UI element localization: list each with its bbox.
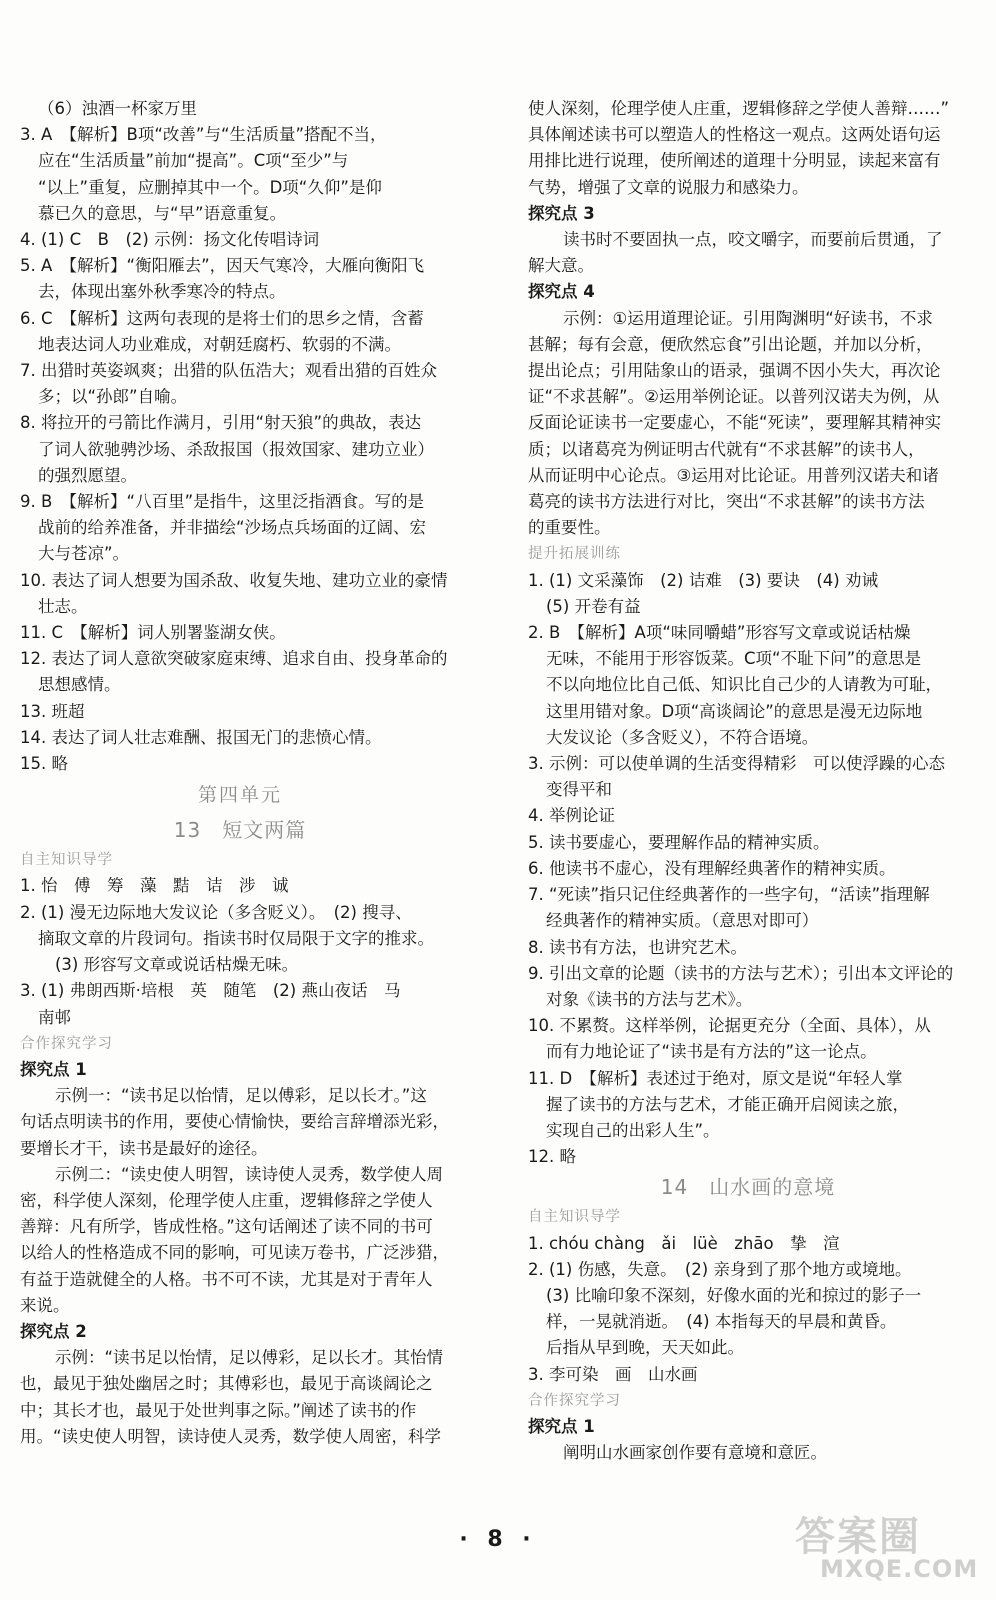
answer-line: 甚解；每有会意，便欣然忘食”引出论题，并加以分析， [528,334,933,354]
answer-line: 从而证明中心论点。③运用对比论证。用普列汉诺夫和诸 [528,465,939,485]
answer-line: 示例一：“读书足以怡情，足以傅彩，足以长才。”这 [55,1086,427,1106]
watermark-logo-text: 答案圈 [795,1514,921,1560]
answer-line: 质；以诸葛亮为例证明古代就有“不求甚解”的读书人， [528,439,925,459]
answer-line: 葛亮的读书方法进行对比，突出“不求甚解”的读书方法 [528,492,925,512]
answer-line: 7. “死读”指只记住经典著作的一些字句，“活读”指理解 [528,885,930,905]
answer-line: 而有力地论证了“读书是有方法的”这一论点。 [546,1042,877,1062]
answer-line: 2. B 【解析】A项“味同嚼蜡”形容写文章或说话枯燥 [528,623,911,643]
answer-line: 战前的给养准备，并非描绘“沙场点兵场面的辽阔、宏 [38,518,427,538]
answer-line: 4. (1) C B (2) 示例：扬文化传唱诗词 [20,230,320,250]
answer-line: 大发议论（多含贬义），不符合语境。 [546,727,819,747]
answer-line: 1. 怡 傅 筹 藻 黠 诘 涉 诚 [20,876,289,896]
answer-line: 12. 表达了词人意欲突破家庭束缚、追求自由、投身革命的 [20,649,448,669]
answer-line: 1. (1) 文采藻饰 (2) 诘难 (3) 要诀 (4) 劝诫 [528,570,878,590]
explore-heading: 探究点 1 [20,1059,87,1079]
answer-line: (3) 比喻印象不深刻，好像水面的光和掠过的影子一 [546,1285,922,1305]
answer-line: 5. A 【解析】“衡阳雁去”，因天气寒冷，大雁向衡阳飞 [20,256,425,276]
answer-line: 证“不求甚解”。②运用举例论证。以普列汉诺夫为例，从 [528,387,940,407]
answer-line: 3. A 【解析】B项“改善”与“生活质量”搭配不当， [20,125,387,145]
answer-line: 12. 略 [528,1147,576,1167]
answer-line: 握了读书的方法与艺术，才能正确开启阅读之旅， [546,1094,909,1114]
answer-line: 15. 略 [20,754,68,774]
answer-line: 10. 不累赘。这样举例，论据更充分（全面、具体），从 [528,1016,931,1036]
answer-line: 使人深刻，伦理学使人庄重，逻辑修辞之学使人善辩……” [528,99,950,118]
answer-line: 11. C 【解析】词人别署鉴湖女侠。 [20,623,286,643]
answer-line: 11. D 【解析】表述过于绝对，原文是说“年轻人掌 [528,1068,903,1088]
answer-line: 3. 示例：可以使单调的生活变得精彩 可以使浮躁的心态 [528,754,945,774]
answer-line: 经典著作的精神实质。（意思对即可） [546,911,819,931]
answer-line: 要增长才干，读书是最好的途径。 [20,1138,268,1158]
answer-line: 用。“读史使人明智，读诗使人灵秀，数学使人周密，科学 [20,1426,442,1446]
answer-line: 2. (1) 漫无边际地大发议论（多含贬义）。 (2) 搜寻、 [20,902,412,922]
answer-line: 2. (1) 伤感，失意。 (2) 亲身到了那个地方或境地。 [528,1259,912,1279]
answer-line: 13. 班超 [20,701,85,721]
answer-line: 有益于造就健全的人格。书不可不读，尤其是对于青年人 [20,1269,433,1289]
answer-line: 无味，不能用于形容饭菜。C项“不耻下问”的意思是 [546,649,922,669]
answer-line: 示例二：“读史使人明智，读诗使人灵秀，数学使人周 [55,1164,444,1184]
watermark-url: MXQE.COM [820,1555,979,1583]
answer-line: 不以向地位比自己低、知识比自己少的人请教为可耻， [546,675,942,695]
answer-line: 9. 引出文章的论题（读书的方法与艺术）；引出本文评论的 [528,963,954,983]
left-column [20,96,460,1450]
answer-line: 善辩：凡有所学，皆成性格。”这句话阐述了读不同的书可 [20,1217,433,1237]
answer-line: 具体阐述读书可以塑造人的性格这一观点。这两处语句运 [528,125,941,145]
answer-line: 密，科学使人深刻，伦理学使人庄重，逻辑修辞之学使人 [20,1190,433,1210]
answer-line: 也，最见于独处幽居之时；其傅彩也，最见于高谈阔论之 [20,1374,433,1394]
section-heading: 合作探究学习 [528,1392,621,1409]
lesson-title: 14 山水画的意境 [660,1175,836,1200]
explore-heading: 探究点 1 [528,1416,595,1436]
answer-line: 3. (1) 弗朗西斯·培根 英 随笔 (2) 燕山夜话 马 [20,981,401,1001]
answer-line: 7. 出猎时英姿飒爽；出猎的队伍浩大；观看出猎的百姓众 [20,361,437,381]
section-heading: 合作探究学习 [20,1035,113,1052]
answer-line: 3. 李可染 画 山水画 [528,1364,698,1384]
answer-line: 以给人的性格造成不同的影响，可见读万卷书，广泛涉猎， [20,1243,449,1263]
section-heading: 自主知识导学 [20,852,113,869]
answer-line: 壮志。 [38,596,88,616]
answer-line: 来说。 [20,1295,70,1315]
answer-line: 5. 读书要虚心，要理解作品的精神实质。 [528,832,830,852]
answer-line: 实现自己的出彩人生”。 [546,1120,720,1140]
page-number: · 8 · [459,1527,537,1552]
answer-line: 阐明山水画家创作要有意境和意匠。 [563,1443,827,1463]
explore-heading: 探究点 3 [528,203,595,223]
section-heading: 提升拓展训练 [528,546,621,563]
answer-line: 14. 表达了词人壮志难酬、报国无门的悲愤心情。 [20,727,382,747]
answer-line: （6）浊酒一杯家万里 [38,99,197,118]
answer-line: 这里用错对象。D项“高谈阔论”的意思是漫无边际地 [546,701,923,721]
answer-line: 提出论点；引用陆象山的语录，强调不因小失大，再次论 [528,361,941,381]
answer-line: 中；其长才也，最见于处世判事之际。”阐述了读书的作 [20,1400,417,1420]
answer-line: 思想感情。 [38,675,121,695]
answer-line: 样，一晃就消逝。 (4) 本指每天的早晨和黄昏。 [546,1312,897,1332]
answer-line: 的重要性。 [528,518,611,538]
answer-line: 地表达词人功业难成，对朝廷腐朽、软弱的不满。 [38,334,401,354]
answer-line: 后指从早到晚，天天如此。 [546,1338,744,1358]
explore-heading: 探究点 2 [20,1321,87,1341]
answer-line: 多；以“孙郎”自喻。 [38,387,188,407]
unit-title: 第四单元 [197,784,282,807]
answer-line: 示例：①运用道理论证。引用陶渊明“好读书，不求 [563,308,933,328]
answer-line: 反面论证读书一定要虚心，不能“死读”，要理解其精神实 [528,413,942,433]
answer-line: 4. 举例论证 [528,806,615,826]
answer-line: 摘取文章的片段词句。指读书时仅局限于文字的推求。 [38,928,434,948]
answer-line: 应在“生活质量”前加“提高”。C项“至少”与 [38,151,349,171]
answer-line: 去，体现出塞外秋季寒冷的特点。 [38,282,286,302]
answer-line: 读书时不要固执一点，咬文嚼字，而要前后贯通，了 [563,230,943,250]
answer-line: 6. C 【解析】这两句表现的是将士们的思乡之情，含蓄 [20,308,424,328]
answer-line: 大与苍凉”。 [38,544,130,564]
answer-line: “以上”重复，应删掉其中一个。D项“久仰”是仰 [38,177,382,197]
answer-line: 6. 他读书不虚心，没有理解经典著作的精神实质。 [528,858,896,878]
answer-line: 对象《读书的方法与艺术》。 [546,989,753,1009]
answer-line: (3) 形容写文章或说话枯燥无味。 [55,955,299,975]
answer-line: 用排比进行说理，使所阐述的道理十分明显，读起来富有 [528,151,941,171]
lesson-title: 13 短文两篇 [173,818,307,843]
answer-line: 气势，增强了文章的说服力和感染力。 [528,177,809,197]
answer-line: 了词人欲驰骋沙场、杀敌报国（报效国家、建功立业） [38,439,434,459]
answer-line: 南邨 [38,1007,71,1027]
answer-line: 慕已久的意思，与“早”语意重复。 [38,203,287,223]
answer-line: 1. chóu chàng ǎi lüè zhāo 挚 渲 [528,1233,840,1253]
answer-line: 8. 将拉开的弓箭比作满月，引用“射天狼”的典故，表达 [20,413,422,433]
explore-heading: 探究点 4 [528,282,595,302]
right-column [528,96,968,1466]
answer-line: (5) 开卷有益 [546,596,641,616]
answer-line: 10. 表达了词人想要为国杀敌、收复失地、建功立业的豪情 [20,570,448,590]
answer-line: 8. 读书有方法，也讲究艺术。 [528,937,747,957]
answer-line: 9. B 【解析】“八百里”是指牛，这里泛指酒食。写的是 [20,492,425,512]
answer-line: 解大意。 [528,256,594,276]
answer-line: 示例：“读书足以怡情，足以傅彩，足以长才。其怡情 [55,1348,444,1368]
answer-line: 变得平和 [546,780,612,800]
answer-line: 的强烈愿望。 [38,465,137,485]
section-heading: 自主知识导学 [528,1209,621,1226]
answer-line: 句话点明读书的作用，要使心情愉快，要给言辞增添光彩， [20,1112,449,1132]
